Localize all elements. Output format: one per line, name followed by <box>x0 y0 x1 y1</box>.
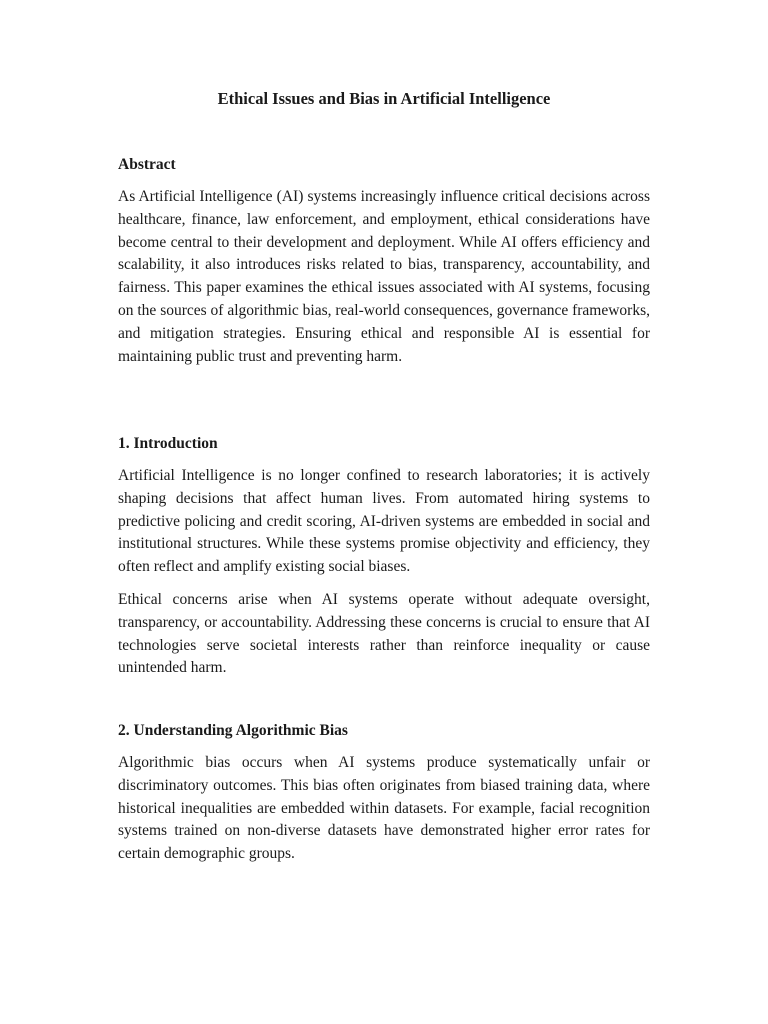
document-title: Ethical Issues and Bias in Artificial Intelligence <box>217 89 551 108</box>
abstract-paragraph: As Artificial Intelligence (AI) systems increasingly influence critical decisions across healthcare, finance, law enforcement, and employment, ethical considerations have become central to their development and deployment. While AI offers efficiency and scalability, it also introduces risks related to bias, transparency, accountability, and fairness. This paper examines the ethical issues associated with AI systems, focusing on the sources of algorithmic bias, real-world consequences, governance frameworks, and mitigation strategies. Ensuring ethical and responsible AI is essential for maintaining public trust and preventing harm. <box>118 188 650 365</box>
algorithmic-bias-paragraph: Algorithmic bias occurs when AI systems produce systematically unfair or discriminatory outcomes. This bias often originates from biased training data, where historical inequalities are embedded within datasets. For example, facial recognition systems trained on non-diverse datasets have demonstrated higher error rates for certain demographic groups. <box>118 754 650 863</box>
introduction-paragraph-2: Ethical concerns arise when AI systems operate without adequate oversight, transparency, or accountability. Addressing these concerns is crucial to ensure that AI technologies serve societal interests rather than reinforce inequality or cause unintended harm. <box>118 591 650 677</box>
introduction-heading: 1. Introduction <box>118 435 218 452</box>
introduction-paragraph-1: Artificial Intelligence is no longer confined to research laboratories; it is actively shaping decisions that affect human lives. From automated hiring systems to predictive policing and credit scoring, AI-driven systems are embedded in social and institutional structures. While these systems promise objectivity and efficiency, they often reflect and amplify existing social biases. <box>118 467 650 576</box>
algorithmic-bias-heading: 2. Understanding Algorithmic Bias <box>118 722 348 739</box>
abstract-heading: Abstract <box>118 156 176 173</box>
